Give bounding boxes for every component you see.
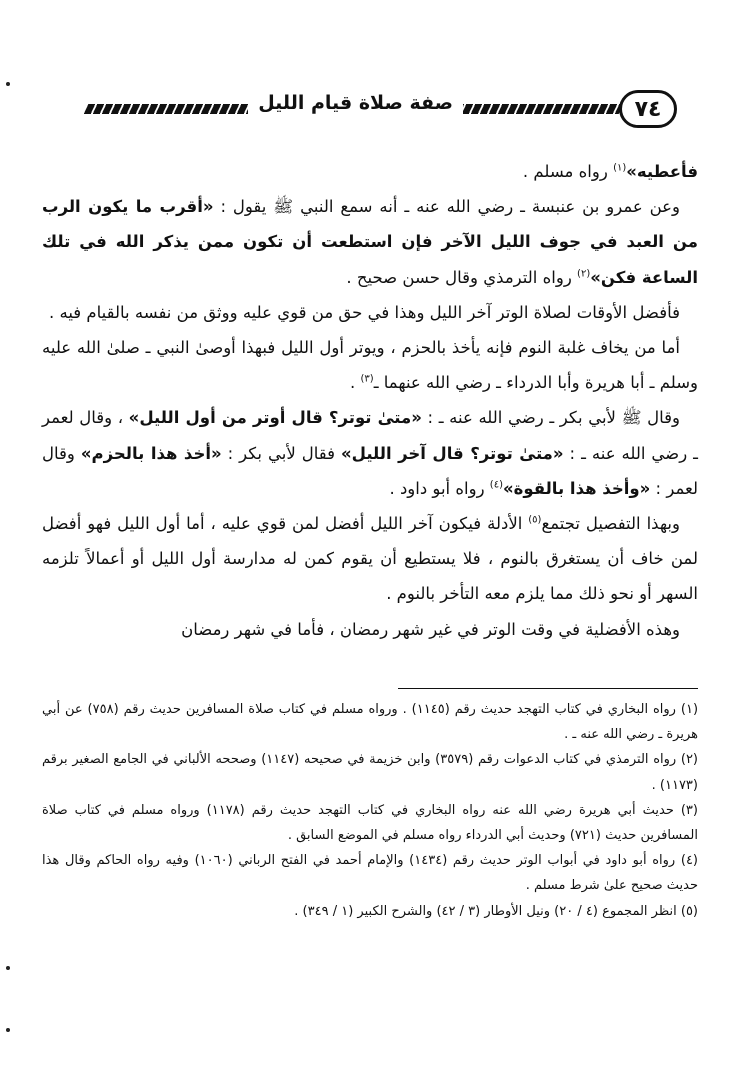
- scan-mark: [6, 82, 10, 86]
- hadith-quote: «وأخذ هذا بالقوة»: [502, 478, 651, 498]
- running-header: [86, 90, 677, 136]
- paragraph-text: وبهذا التفصيل تجتمع: [541, 514, 680, 534]
- paragraph-text: وقال ﷺ لأبي بكر ـ رضي الله عنه ـ :: [421, 408, 681, 428]
- footnote: (٣) حديث أبي هريرة رضي الله عنه رواه البخاري في كتاب التهجد حديث رقم (١١٧٨) ورواه مسلم في كتاب صلاة المسافرين حديث (٧٢١) وحديث أبي الدرداء رواه مسلم في الموضع السابق .: [42, 802, 698, 844]
- footnote: (٥) انظر المجموع (٤ / ٢٠) ونيل الأوطار (٣ / ٤٢) والشرح الكبير (١ / ٣٤٩) .: [294, 903, 698, 919]
- hadith-quote: «متىٰ توتر؟ قال آخر الليل»: [340, 443, 564, 463]
- footnote: (١) رواه البخاري في كتاب التهجد حديث رقم (١١٤٥) . ورواه مسلم في كتاب صلاة المسافرين حديث رقم (٧٥٨) عن أبي هريرة ـ رضي الله عنه ـ .: [42, 702, 699, 743]
- paragraph-text: وعن عمرو بن عنبسة ـ رضي الله عنه ـ أنه سمع النبي ﷺ يقول :: [213, 197, 680, 217]
- scan-mark: [6, 966, 10, 970]
- paragraph: [42, 330, 698, 400]
- paragraph-text: الأدلة فيكون آخر الليل أفضل لمن قوي عليه ، أما أول الليل فهو أفضل لمن خاف أن يستغرق بالنوم ، فلا يستطيع أن يقوم كمن له مدارسة أول الليل أو أعمالاً تلزمه السهر أو نحو ذلك مما يلزم معه التأخر بالنوم .: [42, 514, 698, 604]
- paragraph: وهذه الأفضلية في وقت الوتر في غير شهر رمضان ، فأما في شهر رمضان: [181, 619, 680, 639]
- footnote: (٤) رواه أبو داود في أبواب الوتر حديث رقم (١٤٣٤) والإمام أحمد في الفتح الرباني (١٠٦٠) وفيه رواه الحاكم وقال هذا حديث صحيح علىٰ شرط مسلم .: [42, 853, 698, 894]
- footnote-ref: (٥): [528, 514, 542, 526]
- footnote-separator: [398, 688, 698, 689]
- page-number: ٧٤: [619, 90, 677, 128]
- main-text: [42, 154, 698, 647]
- paragraph: [42, 400, 698, 506]
- paragraph-text: رواه مسلم .: [522, 162, 614, 181]
- hadith-quote: فأعطيه»: [626, 162, 698, 181]
- footnote: (٢) رواه الترمذي في كتاب الدعوات رقم (٣٥٧٩) وابن خزيمة في صحيحه (١١٤٧) وصححه الألباني في الجامع الصغير برقم (١١٧٣) .: [42, 752, 698, 793]
- footnote-ref: (١): [613, 162, 627, 174]
- running-title: صفة صلاة قيام الليل: [248, 92, 463, 114]
- paragraph-text: وقال لعمر :: [42, 443, 698, 498]
- hadith-quote: «أقرب ما يكون الرب من العبد في جوف الليل الآخر فإن استطعت أن تكون ممن يذكر الله في تلك الساعة فكن»: [42, 197, 698, 287]
- paragraph: فأفضل الأوقات لصلاة الوتر آخر الليل وهذا في حق من قوي عليه ووثق من نفسه بالقيام فيه .: [48, 302, 680, 322]
- paragraph-text: فقال لأبي بكر :: [221, 443, 341, 463]
- scan-mark: [6, 1028, 10, 1032]
- footnote-ref: (٢): [577, 268, 591, 280]
- footnote-ref: (٣): [360, 373, 374, 385]
- paragraph-text: أما من يخاف غلبة النوم فإنه يأخذ بالحزم ، ويوتر أول الليل فبهذا أوصىٰ النبي ـ صلىٰ الله عليه وسلم ـ أبا هريرة وأبا الدرداء ـ رضي الله عنهما ـ: [42, 338, 698, 393]
- footnotes: [42, 697, 698, 924]
- paragraph-text: رواه الترمذي وقال حسن صحيح .: [346, 267, 578, 287]
- paragraph: [42, 189, 698, 295]
- paragraph-text: .: [350, 373, 361, 393]
- hadith-quote: «متىٰ توتر؟ قال أوتر من أول الليل»: [128, 408, 422, 428]
- hadith-quote: «أخذ هذا بالحزم»: [80, 443, 222, 463]
- paragraph: [42, 506, 698, 612]
- paragraph-text: ، وقال لعمر ـ رضي الله عنه ـ :: [42, 408, 698, 463]
- paragraph-text: رواه أبو داود .: [389, 478, 490, 498]
- footnote-ref: (٤): [489, 479, 503, 491]
- paragraph: [42, 154, 698, 189]
